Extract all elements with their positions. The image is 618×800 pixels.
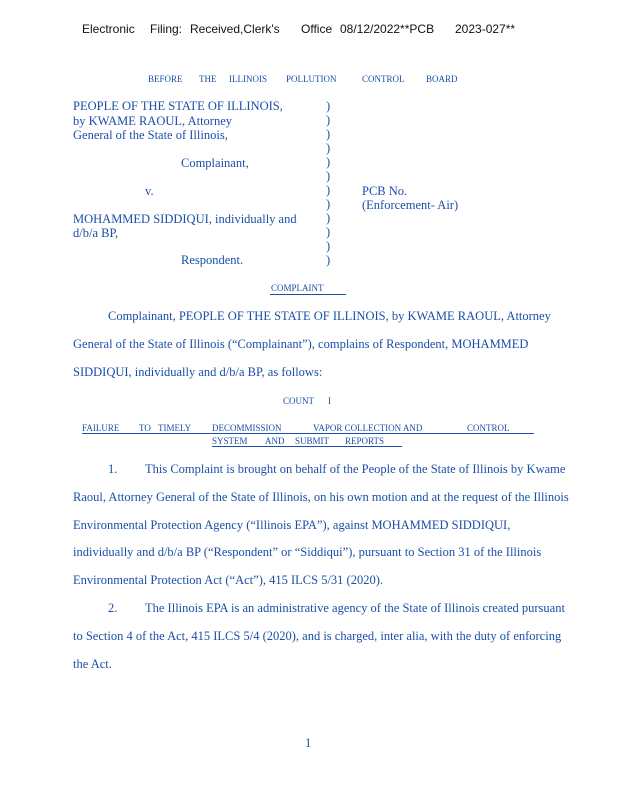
caption-paren: ) — [326, 141, 331, 155]
count-heading-word: SUBMIT — [295, 436, 330, 446]
header-office: Office — [301, 22, 333, 36]
count-heading-word: FAILURE — [82, 423, 120, 433]
board-title-word: BOARD — [426, 74, 458, 84]
board-title-word: POLLUTION — [286, 74, 337, 84]
paragraph-line: This Complaint is brought on behalf of the People of the State of Illinois by Kwame — [145, 462, 566, 476]
intro-line: SIDDIQUI, individually and d/b/a BP, as follows: — [73, 365, 323, 379]
versus-label: v. — [145, 184, 154, 198]
enforcement-label: (Enforcement- Air) — [362, 198, 459, 212]
caption-paren: ) — [326, 183, 331, 197]
count-heading-word: REPORTS — [345, 436, 384, 446]
complainant-name-line: General of the State of Illinois, — [73, 128, 228, 142]
caption-paren: ) — [326, 155, 331, 169]
caption-paren: ) — [326, 211, 331, 225]
paragraph-line: to Section 4 of the Act, 415 ILCS 5/4 (2020), and is charged, inter alia, with the duty of enforcing — [73, 629, 562, 643]
paragraph-line: Environmental Protection Agency (“Illinois EPA”), against MOHAMMED SIDDIQUI, — [73, 518, 511, 532]
caption-paren: ) — [326, 197, 331, 211]
count-heading-underline — [82, 433, 534, 434]
header-electronic: Electronic — [82, 22, 135, 36]
board-title-word: BEFORE — [148, 74, 183, 84]
complainant-name-line: by KWAME RAOUL, Attorney — [73, 114, 233, 128]
respondent-label: Respondent. — [181, 253, 244, 267]
header-case-number: 2023-027** — [455, 22, 516, 36]
respondent-name-line: MOHAMMED SIDDIQUI, individually and — [73, 212, 297, 226]
paragraph-number: 2. — [108, 601, 118, 615]
count-heading-word: CONTROL — [467, 423, 510, 433]
caption-paren: ) — [326, 225, 331, 239]
complaint-title-underline — [270, 294, 346, 295]
page-number: 1 — [305, 736, 312, 750]
intro-line: General of the State of Illinois (“Complainant”), complains of Respondent, MOHAMMED — [73, 337, 529, 351]
intro-line: Complainant, PEOPLE OF THE STATE OF ILLINOIS, by KWAME RAOUL, Attorney — [108, 309, 551, 323]
caption-paren: ) — [326, 127, 331, 141]
count-label: COUNT — [283, 396, 314, 406]
paragraph-line: Environmental Protection Act (“Act”), 415 ILCS 5/31 (2020). — [73, 573, 384, 587]
paragraph-line: Raoul, Attorney General of the State of Illinois, on his own motion and at the request of the Illinois — [73, 490, 569, 504]
paragraph-number: 1. — [108, 462, 118, 476]
count-heading-word: AND — [265, 436, 285, 446]
count-heading-word: DECOMMISSION — [212, 423, 282, 433]
count-heading-word: VAPOR COLLECTION AND — [313, 423, 423, 433]
count-number: I — [328, 396, 331, 406]
header-date: 08/12/2022**PCB — [340, 22, 435, 36]
caption-paren: ) — [326, 169, 331, 183]
paragraph-line: The Illinois EPA is an administrative agency of the State of Illinois created pursuant — [145, 601, 565, 615]
caption-paren: ) — [326, 113, 331, 127]
board-title-word: THE — [199, 74, 217, 84]
count-heading-underline — [212, 446, 402, 447]
board-title-word: CONTROL — [362, 74, 405, 84]
paragraph-line: the Act. — [73, 657, 112, 671]
respondent-name-line: d/b/a BP, — [73, 226, 119, 240]
header-filing: Filing: — [150, 22, 183, 36]
complainant-label: Complainant, — [181, 156, 249, 170]
count-heading-word: TIMELY — [158, 423, 192, 433]
caption-paren: ) — [326, 253, 331, 267]
complaint-title: COMPLAINT — [271, 283, 324, 293]
caption-paren: ) — [326, 99, 331, 113]
count-heading-word: TO — [139, 423, 151, 433]
header-received: Received,Clerk's — [190, 22, 280, 36]
pcb-number-label: PCB No. — [362, 184, 408, 198]
paragraph-line: individually and d/b/a BP (“Respondent” or “Siddiqui”), pursuant to Section 31 of the Illinois — [73, 545, 542, 559]
complainant-name-line: PEOPLE OF THE STATE OF ILLINOIS, — [73, 99, 283, 113]
board-title-word: ILLINOIS — [229, 74, 267, 84]
count-heading-word: SYSTEM — [212, 436, 248, 446]
caption-paren: ) — [326, 239, 331, 253]
